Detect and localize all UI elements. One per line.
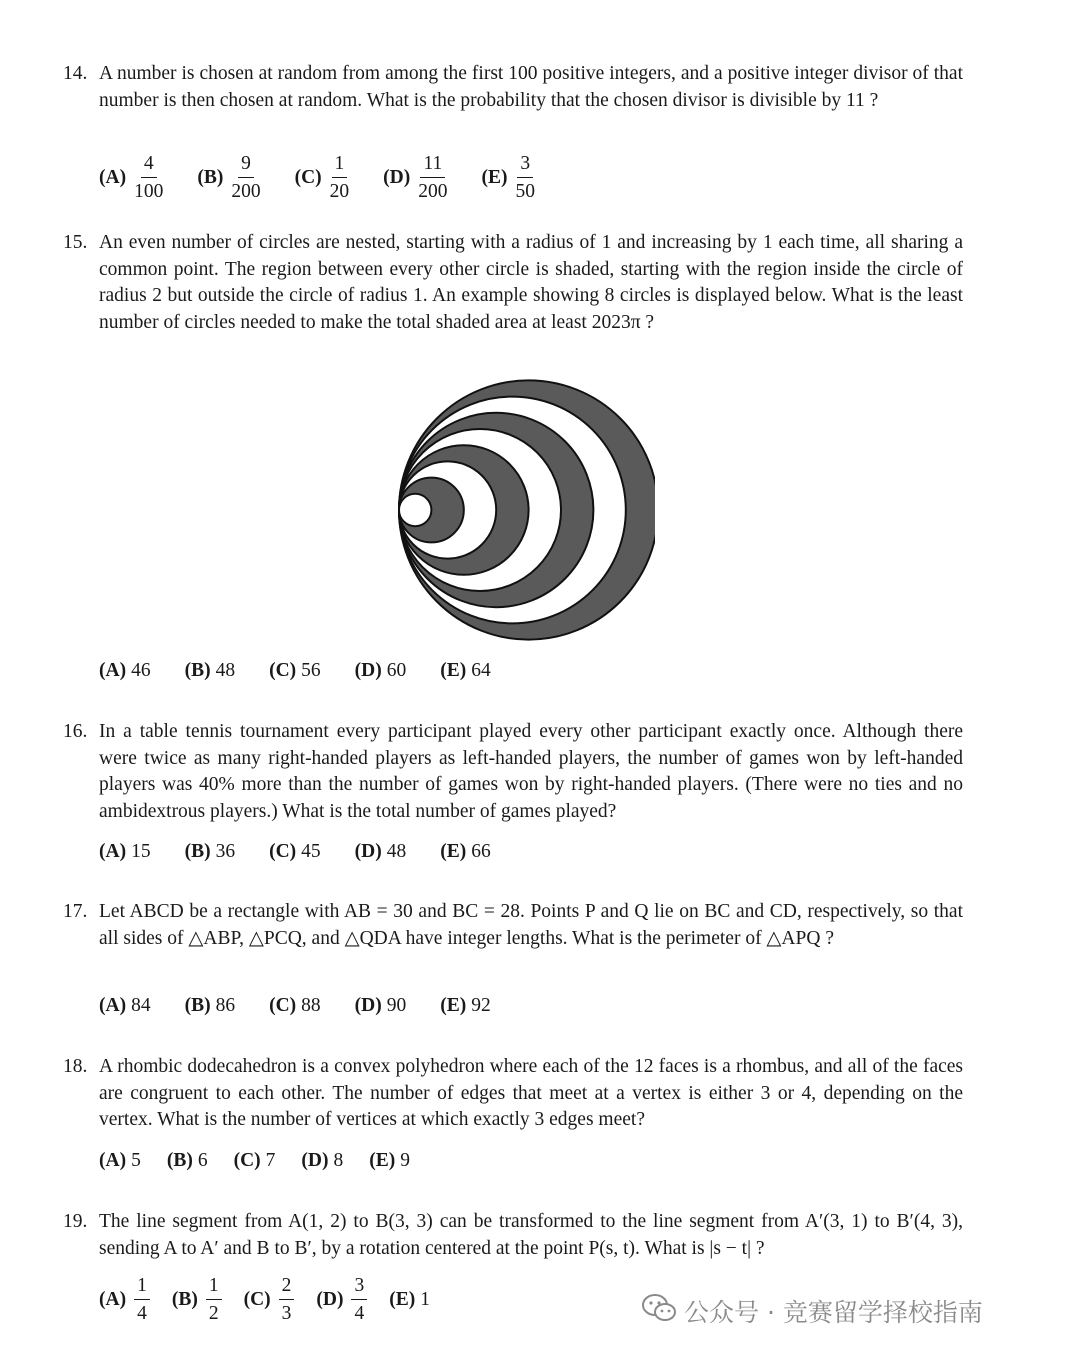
choice-a[interactable]: (A) $\frac{1}{4}$ [99,1276,150,1323]
choice-c[interactable]: (C) 7 [233,1150,276,1171]
choice-c[interactable]: (C) 88 [269,995,321,1016]
problem-text: An even number of circles are nested, starting with a radius of 1 and increasing by 1 each time, all sharing a common point. The region between every other circle is shaded, starting with the region inside the circle of radius 2 but outside the circle of radius 1. An example showing 8 circles is displayed below. What is the least number of circles needed to make the total shaded area at least 2023π ? [99,232,963,333]
problem-number: 16. [63,721,88,742]
problem-19 [63,1209,963,1262]
choice-a[interactable]: (A) 5 [99,1150,141,1171]
choice-e[interactable]: (E) 66 [440,841,491,862]
problem-number: 14. [63,63,88,84]
nested-circles-figure [393,379,655,646]
choices-18 [99,1150,444,1172]
choice-a[interactable]: (A) 15 [99,841,151,862]
choice-d[interactable]: (D) 60 [354,660,407,681]
wechat-icon [642,1293,676,1329]
choice-e[interactable]: (E) $\frac{3}{50}$ [481,153,535,202]
watermark-text: 公众号 · 竞赛留学择校指南 [684,1298,983,1327]
problem-18 [63,1054,963,1134]
choices-16 [99,841,525,863]
problem-17 [63,899,963,952]
choice-e[interactable]: (E) 1 [389,1288,430,1310]
problem-number: 19. [63,1211,88,1232]
choice-d[interactable]: (D) 90 [354,995,407,1016]
circle-radius-1 [399,494,431,526]
nested-circles-svg [393,379,655,641]
choices-14 [99,154,569,201]
problem-text: A number is chosen at random from among the first 100 positive integers, and a positive integer divisor of that number is then chosen at random. What is the probability that the chosen divisor is divisible by 11 ? [99,63,963,111]
choice-b[interactable]: (B) 36 [184,841,236,862]
choice-e[interactable]: (E) 64 [440,660,491,681]
choice-b[interactable]: (B) $\frac{9}{200}$ [197,153,261,202]
choices-15 [99,660,525,682]
choice-c[interactable]: (C) $\frac{1}{20}$ [294,153,350,202]
problem-15 [63,230,963,336]
choice-b[interactable]: (B) 86 [184,995,236,1016]
choice-a[interactable]: (A) 84 [99,995,151,1016]
choice-e[interactable]: (E) 9 [369,1150,410,1171]
problem-number: 17. [63,901,88,922]
problem-text: The line segment from A(1, 2) to B(3, 3) can be transformed to the line segment from A′(3, 1) to B′(4, 3), sending A to A′ and B to B′, by a rotation centered at the point P(s, t). What is |s − t| ? [99,1211,963,1259]
choices-19 [99,1276,464,1323]
watermark [642,1293,983,1329]
choices-17 [99,995,525,1017]
problem-number: 18. [63,1056,88,1077]
choice-b[interactable]: (B) 48 [184,660,236,681]
choice-b[interactable]: (B) $\frac{1}{2}$ [172,1276,222,1323]
problem-16 [63,719,963,825]
problem-text: Let ABCD be a rectangle with AB = 30 and BC = 28. Points P and Q lie on BC and CD, respectively, so that all sides of △ABP, △PCQ, and △QDA have integer lengths. What is the perimeter of △APQ ? [99,901,963,949]
choice-d[interactable]: (D) 8 [301,1150,344,1171]
problem-14 [63,61,963,114]
choice-c[interactable]: (C) 56 [269,660,321,681]
choice-d[interactable]: (D) $\frac{11}{200}$ [383,153,448,202]
choice-c[interactable]: (C) 45 [269,841,321,862]
choice-c[interactable]: (C) $\frac{2}{3}$ [244,1276,295,1323]
problem-text: In a table tennis tournament every participant played every other participant exactly once. Although there were twice as many right-handed players as left-handed players, the number of games won by left-handed players was 40% more than the number of games won by right-handed players. (There were no ties and no ambidextrous players.) What is the total number of games played? [99,721,963,822]
choice-d[interactable]: (D) 48 [354,841,407,862]
choice-a[interactable]: (A) 46 [99,660,151,681]
choice-b[interactable]: (B) 6 [166,1150,208,1171]
choice-d[interactable]: (D) $\frac{3}{4}$ [316,1276,367,1323]
problem-number: 15. [63,232,88,253]
problem-text: A rhombic dodecahedron is a convex polyhedron where each of the 12 faces is a rhombus, and all of the faces are congruent to each other. The number of edges that meet at a vertex is either 3 or 4, depending on the vertex. What is the number of vertices at which exactly 3 edges meet? [99,1056,963,1130]
choice-a[interactable]: (A) $\frac{4}{100}$ [99,153,164,202]
choice-e[interactable]: (E) 92 [440,995,491,1016]
